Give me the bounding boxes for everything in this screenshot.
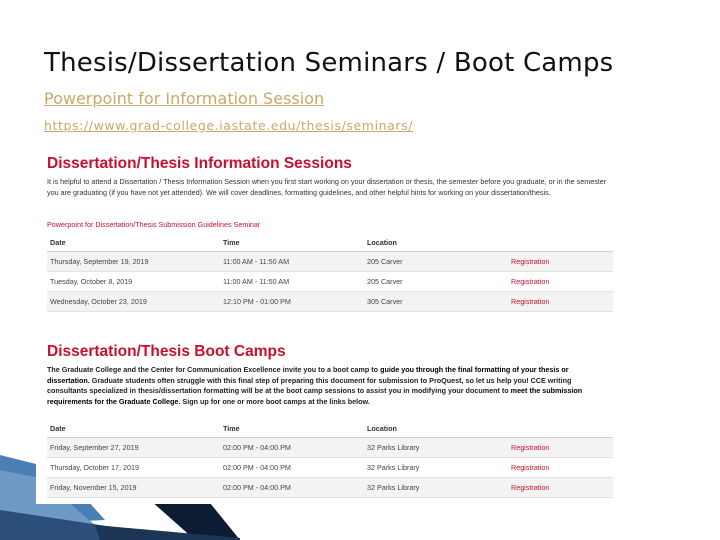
guidelines-seminar-link[interactable]: Powerpoint for Dissertation/Thesis Submission Guidelines Seminar xyxy=(47,220,261,229)
session-date: Thursday, September 19, 2019 xyxy=(47,252,220,272)
table-row xyxy=(47,458,613,478)
session-date: Tuesday, October 8, 2019 xyxy=(47,272,220,292)
header-action xyxy=(508,233,613,252)
session-time: 11:00 AM - 11:50 AM xyxy=(220,272,364,292)
header-time: Time xyxy=(220,419,364,438)
header-time: Time xyxy=(220,233,364,252)
session-location: 205 Carver xyxy=(364,272,508,292)
slide-title: Thesis/Dissertation Seminars / Boot Camps xyxy=(44,48,614,78)
header-date: Date xyxy=(47,233,220,252)
boot-camps-table xyxy=(47,419,613,498)
bootcamp-location: 32 Parks Library xyxy=(364,438,508,458)
session-time: 11:00 AM - 11:50 AM xyxy=(220,252,364,272)
seminars-url-link[interactable]: https://www.grad-college.iastate.edu/thesis/seminars/ xyxy=(44,118,414,133)
information-sessions-table xyxy=(47,233,613,312)
bootcamp-date: Thursday, October 17, 2019 xyxy=(47,458,220,478)
information-sessions-title: Dissertation/Thesis Information Sessions xyxy=(47,155,352,172)
session-location: 205 Carver xyxy=(364,252,508,272)
boot-camps-panel xyxy=(36,334,616,504)
bootcamp-location: 32 Parks Library xyxy=(364,478,508,498)
table-row xyxy=(47,438,613,458)
table-row xyxy=(47,478,613,498)
boot-camps-description-emphasis: guide you through the final formatting of your thesis or dissertation. xyxy=(47,365,569,385)
registration-link[interactable]: Registration xyxy=(508,458,613,478)
table-header-row xyxy=(47,233,613,252)
boot-camps-description xyxy=(47,365,613,407)
bootcamp-date: Friday, November 15, 2019 xyxy=(47,478,220,498)
powerpoint-link[interactable]: Powerpoint for Information Session xyxy=(44,89,325,108)
table-row xyxy=(47,252,613,272)
boot-camps-description-part: Sign up for one or more boot camps at the links below. xyxy=(180,396,370,406)
registration-link[interactable]: Registration xyxy=(508,438,613,458)
header-date: Date xyxy=(47,419,220,438)
boot-camps-description-emphasis: meet the submission requirements for the Graduate College. xyxy=(47,386,583,406)
session-location: 305 Carver xyxy=(364,292,508,312)
information-sessions-description: It is helpful to attend a Dissertation / Thesis Information Session when you first start working on your dissertation or thesis, the semester before you graduate, or in the semester you are graduating (if you have not yet attended). We will cover deadlines, formatting guidelines, and other helpful hints for working on your dissertation/thesis. xyxy=(47,177,607,197)
registration-link[interactable]: Registration xyxy=(508,252,613,272)
table-row xyxy=(47,272,613,292)
header-location: Location xyxy=(364,233,508,252)
bootcamp-time: 02:00 PM - 04:00 PM xyxy=(220,478,364,498)
registration-link[interactable]: Registration xyxy=(508,478,613,498)
bootcamp-location: 32 Parks Library xyxy=(364,458,508,478)
session-date: Wednesday, October 23, 2019 xyxy=(47,292,220,312)
bootcamp-time: 02:00 PM - 04:00 PM xyxy=(220,458,364,478)
boot-camps-description-part: Graduate students often struggle with this final step of preparing this document for submission to ProQuest, so let us help you! CCE writing consultants specialized in thesis/dissertation formatting will be at the boot camp sessions to assist you in modifying your document to xyxy=(47,375,572,396)
table-row xyxy=(47,292,613,312)
information-sessions-panel xyxy=(36,146,616,314)
bootcamp-time: 02:00 PM - 04:00 PM xyxy=(220,438,364,458)
registration-link[interactable]: Registration xyxy=(508,292,613,312)
boot-camps-description-part: The Graduate College and the Center for Communication Excellence invite you to a boot camp to xyxy=(47,365,381,374)
header-action xyxy=(508,419,613,438)
session-time: 12:10 PM - 01:00 PM xyxy=(220,292,364,312)
registration-link[interactable]: Registration xyxy=(508,272,613,292)
boot-camps-title: Dissertation/Thesis Boot Camps xyxy=(47,343,286,360)
table-header-row xyxy=(47,419,613,438)
bootcamp-date: Friday, September 27, 2019 xyxy=(47,438,220,458)
header-location: Location xyxy=(364,419,508,438)
